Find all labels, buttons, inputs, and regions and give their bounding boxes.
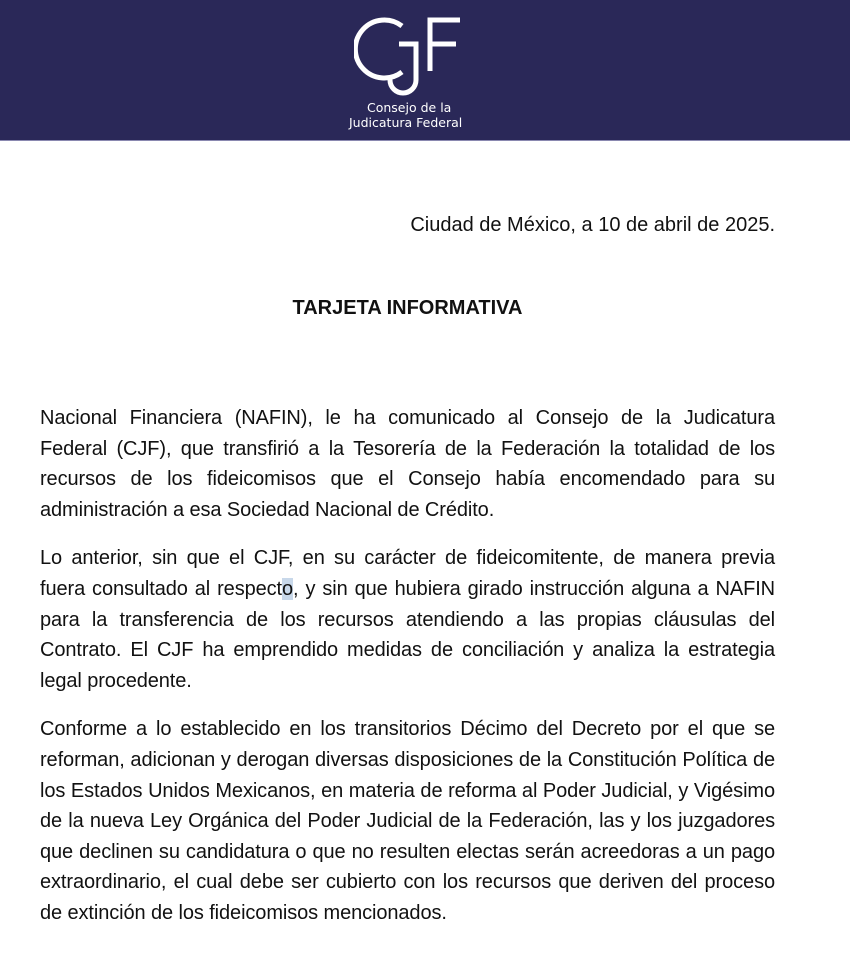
cjf-logo (346, 10, 506, 135)
logo-caption-line2: Judicatura Federal (349, 115, 463, 130)
paragraph-3: Conforme a lo establecido en los transitorios Décimo del Decreto por el que se reforman, adicionan y derogan diversas disposiciones de la Constitución Política de los Estados Unidos Mexicanos, en materia de reforma al Poder Judicial, y Vigésimo de la nueva Ley Orgánica del Poder Judicial de la Federación, las y los juzgadores que declinen su candidatura o que no resulten electas serán acreedoras a un pago extraordinario, el cual debe ser cubierto con los recursos que deriven del proceso de extinción de los fideicomisos mencionados. (40, 718, 775, 924)
document-title: TARJETA INFORMATIVA (292, 297, 523, 319)
cjf-monogram-icon (354, 14, 464, 98)
header-band (0, 0, 850, 141)
logo-letter-j (390, 44, 416, 93)
logo-letter-c (355, 20, 402, 78)
logo-caption (346, 100, 506, 130)
paragraph-2 (40, 543, 775, 696)
paragraph-1: Nacional Financiera (NAFIN), le ha comunicado al Consejo de la Judicatura Federal (CJF), que transfirió a la Tesorería de la Federación la totalidad de los recursos de los fideicomisos que el Consejo había encomendado para su administración a esa Sociedad Nacional de Crédito. (40, 407, 775, 521)
document-date: Ciudad de México, a 10 de abril de 2025. (410, 214, 775, 236)
text-selection-highlight: o (282, 577, 294, 600)
document-body (40, 403, 775, 947)
paragraph-2-text-before: Lo anterior, sin que el CJF, en su carácter de fideicomitente, de manera previa fuera consultado al respect (40, 547, 775, 600)
paragraph-2-text-after: , y sin que hubiera girado instrucción alguna a NAFIN para la transferencia de los recursos atendiendo a las propias cláusulas del Contrato. El CJF ha emprendido medidas de conciliación y analiza la estrategia legal procedente. (40, 577, 776, 692)
logo-caption-line1: Consejo de la (367, 100, 452, 115)
logo-letter-f (430, 20, 460, 71)
